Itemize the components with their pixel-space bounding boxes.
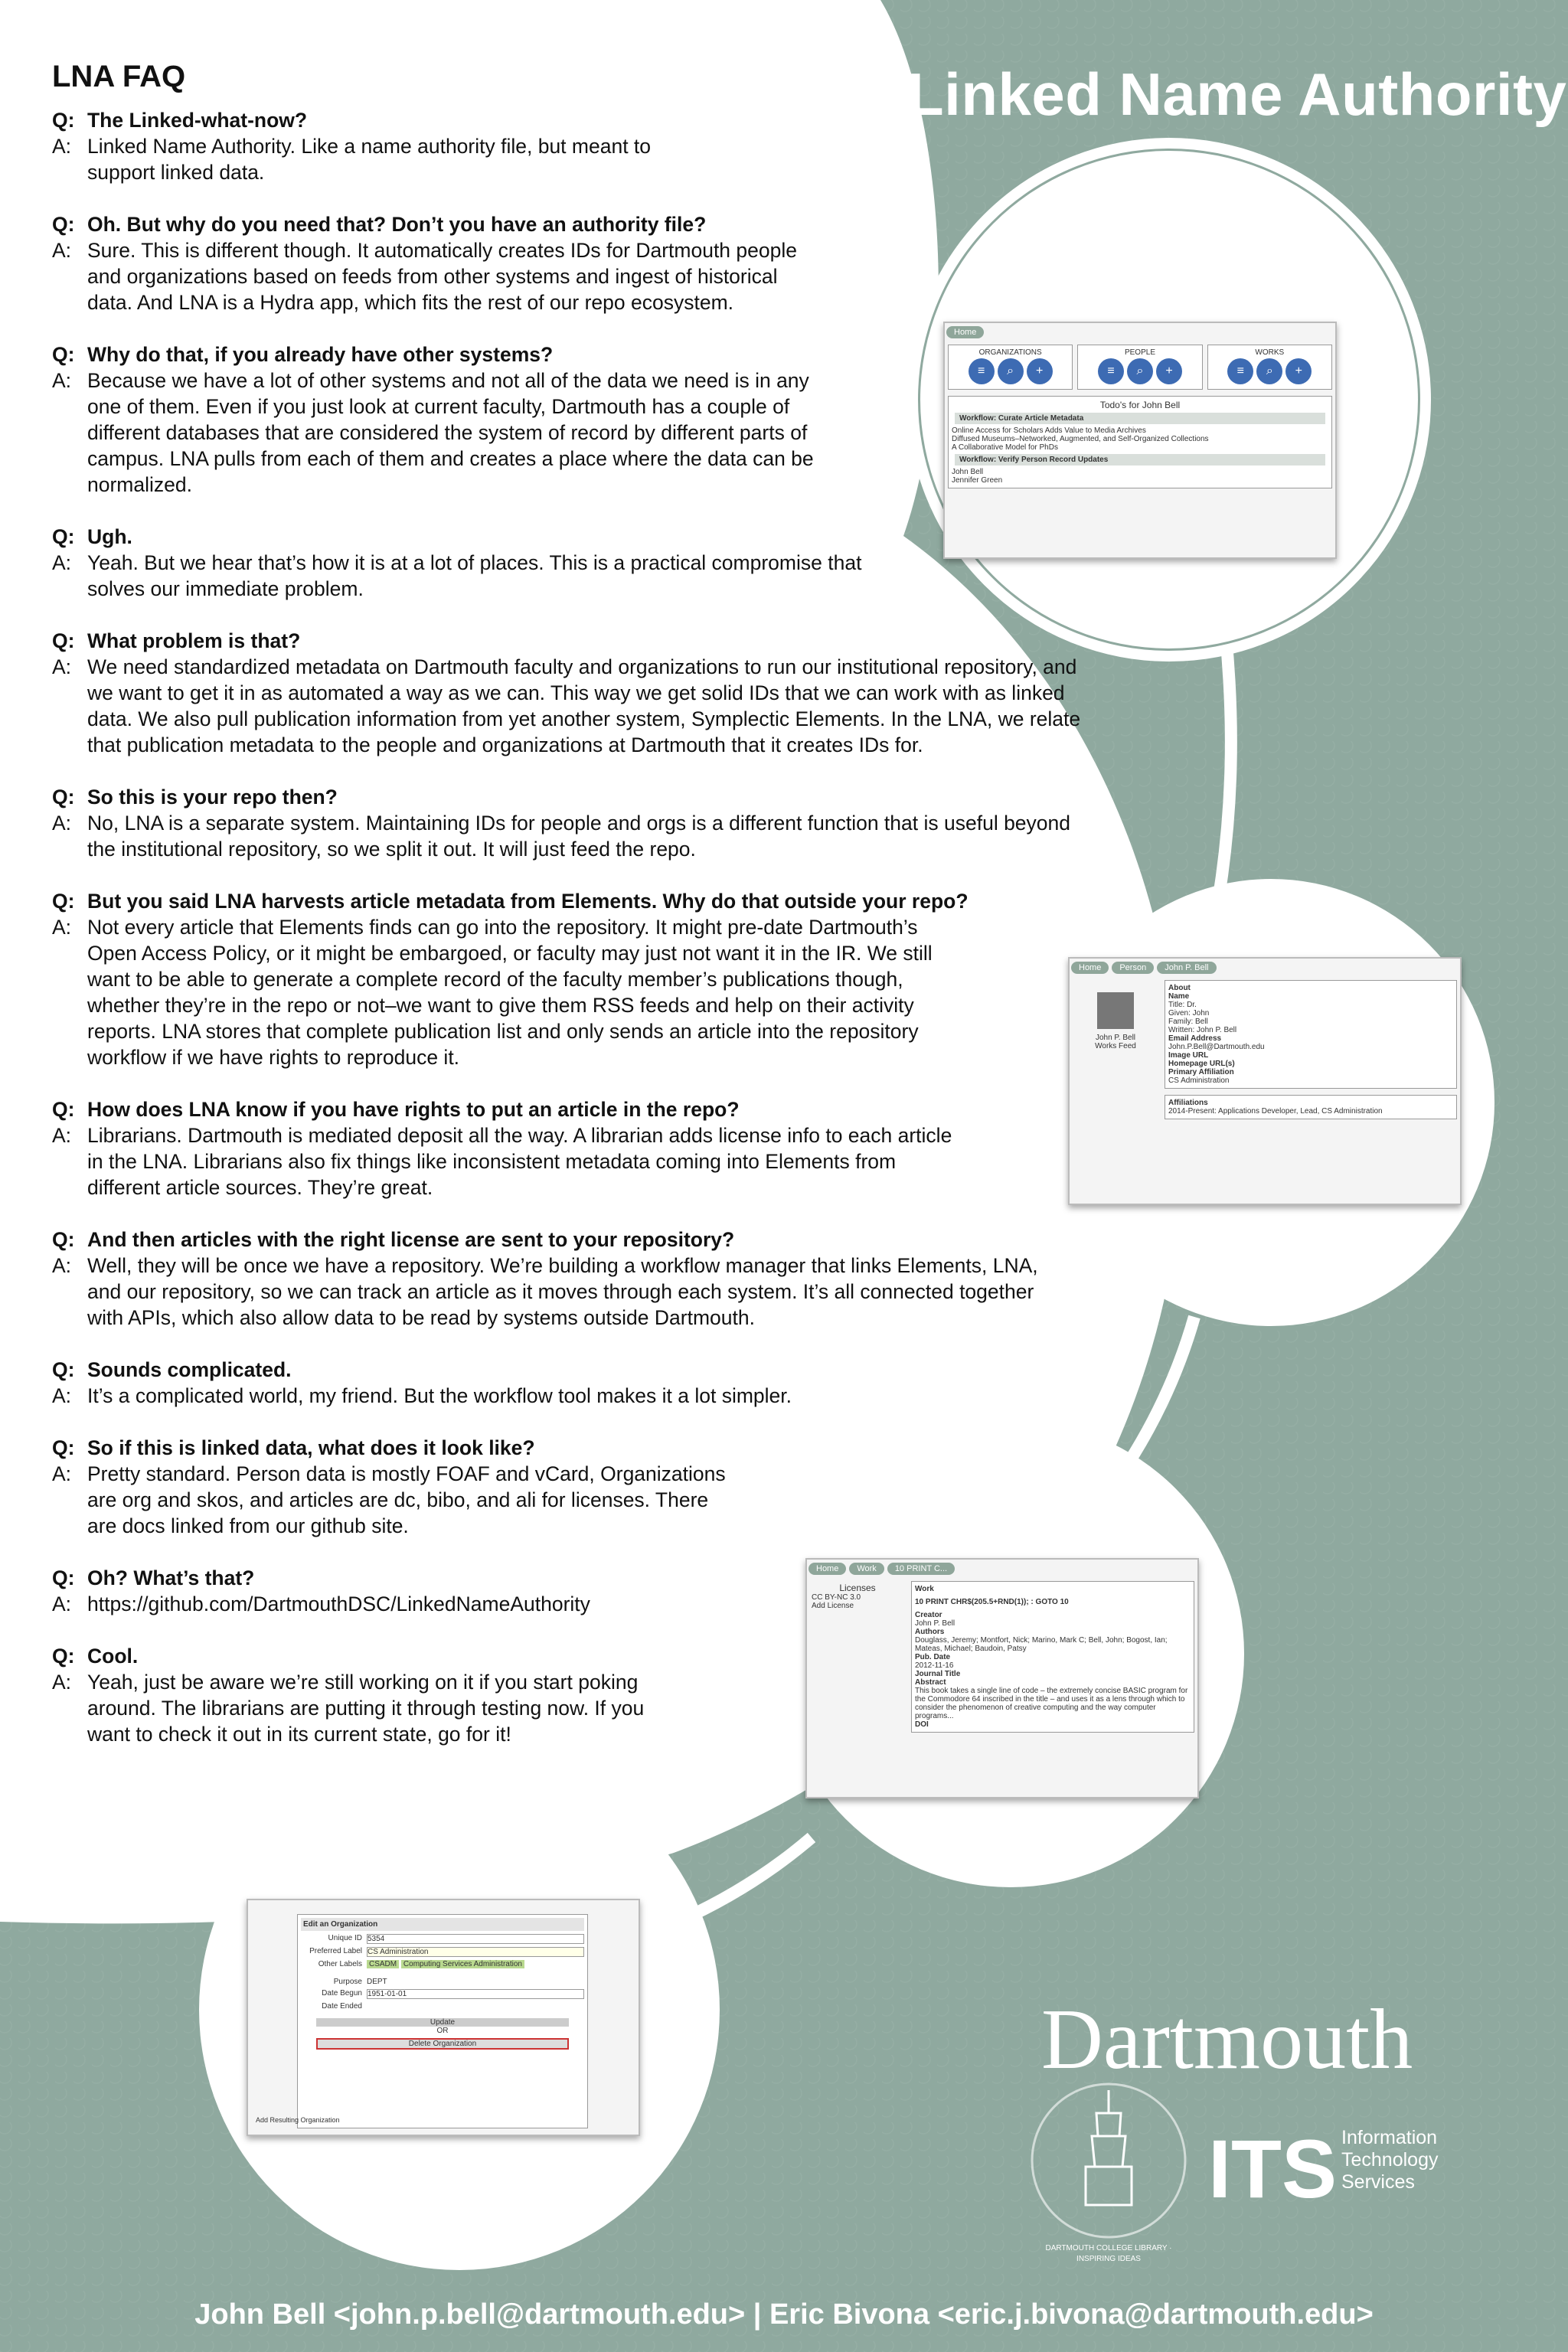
question: And then articles with the right license are sent to your repository? xyxy=(87,1228,735,1251)
workflow-header: Workflow: Verify Person Record Updates xyxy=(955,454,1325,466)
screenshot-home xyxy=(943,322,1337,559)
preferred-label-input[interactable]: CS Administration xyxy=(367,1947,584,1957)
update-button[interactable]: Update xyxy=(316,2018,569,2027)
question: So this is your repo then? xyxy=(87,786,338,808)
field-label: Authors xyxy=(915,1628,945,1636)
field: John.P.Bell@Dartmouth.edu xyxy=(1168,1043,1265,1051)
field: CS Administration xyxy=(1168,1076,1230,1085)
field-label: Date Begun xyxy=(322,1989,362,1998)
answer: Librarians. Dartmouth is mediated deposit all the way. A librarian adds license info to each article in the LNA. Librarians also fix things like inconsistent metadata coming into Elements from different article sources. They’re great. xyxy=(87,1124,952,1199)
field: Name xyxy=(1168,992,1190,1001)
work-panel xyxy=(911,1581,1194,1733)
q-label: Q: xyxy=(52,890,75,913)
question: Sounds complicated. xyxy=(87,1358,292,1381)
answer github-link[interactable]: https://github.com/DartmouthDSC/LinkedNameAuthority xyxy=(87,1592,590,1615)
a-label: A: xyxy=(52,239,72,262)
faq-item xyxy=(52,1227,1093,1331)
todo-title: Todo's for John Bell xyxy=(1099,400,1181,410)
crumb[interactable]: Home xyxy=(808,1563,846,1575)
field: Family: Bell xyxy=(1168,1018,1208,1026)
faq-item xyxy=(52,524,1093,602)
answer: Well, they will be once we have a repository. We’re building a workflow manager that links Elements, LNA, and our repository, so we can track an article as it moves through each system. It’s all connected together with APIs, which also allow data to be read by systems outside Dartmouth. xyxy=(87,1254,1038,1329)
date-ended-input[interactable] xyxy=(367,2002,584,2011)
answer: Because we have a lot of other systems and not all of the data we need is in any one of them. Even if you just look at current faculty, Dartmouth has a couple of different databases that are considered the system of record by different parts of campus. LNA pulls from each of them and creates a place where the data can be normalized. xyxy=(87,369,814,496)
answer: We need standardized metadata on Dartmouth faculty and organizations to run our institutional repository, and we want to get it in as automated a way as we can. This way we get solid IDs that we can work with as linked data. We also pull publication information from yet another system, Symplectic Elements. In the LNA, we relate that publication metadata to the people and organizations at Dartmouth that it creates IDs for. xyxy=(87,655,1081,756)
question: How does LNA know if you have rights to put an article in the repo? xyxy=(87,1098,740,1121)
q-label: Q: xyxy=(52,343,75,366)
q-label: Q: xyxy=(52,629,75,652)
q-label: Q: xyxy=(52,1098,75,1121)
q-label: Q: xyxy=(52,786,75,808)
library-seal-text: DARTMOUTH COLLEGE LIBRARY · INSPIRING IDEAS xyxy=(1045,2244,1172,2263)
license-item: CC BY-NC 3.0 xyxy=(812,1593,861,1602)
question: But you said LNA harvests article metadata from Elements. Why do that outside your repo? xyxy=(87,890,969,913)
affiliations-heading: Affiliations xyxy=(1168,1099,1208,1107)
question: Why do that, if you already have other systems? xyxy=(87,343,554,366)
authors-value: Douglass, Jeremy; Montfort, Nick; Marino, Mark C; Bell, John; Bogost, Ian; Mateas, Michael; Baudoin, Patsy xyxy=(915,1636,1168,1653)
date-begun-input[interactable]: 1951-01-01 xyxy=(367,1989,584,1999)
a-label: A: xyxy=(52,369,72,392)
crumb: 10 PRINT C... xyxy=(887,1563,955,1575)
field-label: Creator xyxy=(915,1611,942,1619)
faq-item xyxy=(52,888,1093,1070)
crumb[interactable]: Work xyxy=(849,1563,884,1575)
affiliations-panel xyxy=(1165,1095,1457,1119)
a-label: A: xyxy=(52,655,72,678)
todo-panel xyxy=(948,396,1332,488)
field: Homepage URL(s) xyxy=(1168,1060,1235,1068)
modal-title: Edit an Organization xyxy=(301,1918,584,1931)
answer: Yeah, just be aware we’re still working on it if you start poking around. The librarians are putting it through testing now. If you want to check it out in its current state, go for it! xyxy=(87,1671,645,1746)
browse-icon[interactable]: ≡ xyxy=(969,358,995,384)
q-label: Q: xyxy=(52,1566,75,1589)
field-label: Pub. Date xyxy=(915,1653,951,1661)
todo-item[interactable]: Diffused Museums–Networked, Augmented, and Self-Organized Collections xyxy=(952,435,1209,443)
q-label: Q: xyxy=(52,1645,75,1668)
its-sub-line: Information xyxy=(1341,2127,1438,2148)
works-panel xyxy=(1207,345,1332,390)
q-label: Q: xyxy=(52,1358,75,1381)
works-feed-link[interactable]: Works Feed xyxy=(1095,1042,1136,1050)
faq-list xyxy=(52,107,1093,1773)
a-label: A: xyxy=(52,812,72,835)
q-label: Q: xyxy=(52,213,75,236)
add-icon[interactable]: + xyxy=(1156,358,1182,384)
workflow-header: Workflow: Curate Article Metadata xyxy=(955,413,1325,424)
screenshot-edit-org xyxy=(247,1899,640,2136)
field: Written: John P. Bell xyxy=(1168,1026,1237,1034)
unique-id-input[interactable]: 5354 xyxy=(367,1934,584,1944)
field: Email Address xyxy=(1168,1034,1222,1043)
purpose-select[interactable]: DEPT xyxy=(367,1978,387,1986)
question: So if this is linked data, what does it look like? xyxy=(87,1436,535,1459)
field: Title: Dr. xyxy=(1168,1001,1197,1009)
creator-value: John P. Bell xyxy=(915,1619,956,1628)
todo-item[interactable]: John Bell xyxy=(952,468,984,476)
a-label: A: xyxy=(52,1124,72,1147)
dartmouth-wordmark: Dartmouth xyxy=(1041,1992,1413,2087)
question: The Linked-what-now? xyxy=(87,109,308,132)
add-resulting-org-link[interactable]: Add Resulting Organization xyxy=(256,2116,340,2124)
crumb[interactable]: Person xyxy=(1112,962,1154,974)
faq-heading: LNA FAQ xyxy=(52,60,186,93)
screenshot-person xyxy=(1068,957,1462,1205)
todo-item[interactable]: Jennifer Green xyxy=(952,476,1003,485)
its-sub-line: Services xyxy=(1341,2171,1415,2193)
field: Primary Affiliation xyxy=(1168,1068,1234,1076)
answer: It’s a complicated world, my friend. But the workflow tool makes it a lot simpler. xyxy=(87,1384,792,1407)
a-label: A: xyxy=(52,916,72,939)
delete-org-button[interactable]: Delete Organization xyxy=(316,2038,569,2050)
field-label: DOI xyxy=(915,1720,929,1729)
search-icon[interactable]: ⌕ xyxy=(1127,358,1153,384)
question: Oh? What’s that? xyxy=(87,1566,255,1589)
crumb-home: Home xyxy=(946,326,984,338)
people-panel xyxy=(1077,345,1202,390)
licenses-heading: Licenses xyxy=(839,1583,876,1593)
answer: Sure. This is different though. It automatically creates IDs for Dartmouth people and organizations based on feeds from other systems and ingest of historical data. And LNA is a Hydra app, which fits the rest of our repo ecosystem. xyxy=(87,239,797,314)
faq-item xyxy=(52,1357,1093,1409)
answer: No, LNA is a separate system. Maintaining IDs for people and orgs is a different function that is useful beyond the institutional repository, so we split it out. It will just feed the repo. xyxy=(87,812,1071,861)
field-label: Other Labels xyxy=(318,1960,362,1968)
edit-org-modal xyxy=(297,1914,588,2128)
field-label: Abstract xyxy=(915,1678,946,1687)
a-label: A: xyxy=(52,1384,72,1407)
orgs-panel xyxy=(948,345,1073,390)
add-icon[interactable]: + xyxy=(1285,358,1312,384)
col-label: WORKS xyxy=(1255,348,1285,357)
faq-item xyxy=(52,341,1093,498)
its-sub-line: Technology xyxy=(1341,2149,1439,2171)
field-label: Unique ID xyxy=(328,1934,362,1942)
faq-item xyxy=(52,107,1093,185)
faq-item xyxy=(52,211,1093,315)
poster-title: Linked Name Authority xyxy=(907,60,1567,128)
q-label: Q: xyxy=(52,1436,75,1459)
person-name: John P. Bell xyxy=(1095,1034,1136,1042)
about-panel xyxy=(1165,980,1457,1089)
screenshot-work xyxy=(805,1558,1199,1798)
a-label: A: xyxy=(52,1592,72,1615)
field-label: Purpose xyxy=(333,1978,362,1986)
field-label: Date Ended xyxy=(322,2002,362,2011)
abstract-value: This book takes a single line of code – the extremely concise BASIC program for the Commodore 64 inscribed in the title – and uses it as a lens through which to consider the phenomenon of creative computing and the way computer programs... xyxy=(915,1687,1188,1720)
a-label: A: xyxy=(52,1462,72,1485)
field: Image URL xyxy=(1168,1051,1209,1060)
its-logo: ITS xyxy=(1208,2122,1338,2215)
q-label: Q: xyxy=(52,1228,75,1251)
todo-item[interactable]: A Collaborative Model for PhDs xyxy=(952,443,1058,452)
add-license-link[interactable]: Add License xyxy=(812,1602,854,1610)
faq-item xyxy=(52,1435,1093,1539)
question: Ugh. xyxy=(87,525,132,548)
affiliation-item: 2014-Present: Applications Developer, Lead, CS Administration xyxy=(1168,1107,1383,1116)
a-label: A: xyxy=(52,1671,72,1694)
browse-icon[interactable]: ≡ xyxy=(1227,358,1253,384)
question: What problem is that? xyxy=(87,629,301,652)
search-icon[interactable]: ⌕ xyxy=(1256,358,1282,384)
search-icon[interactable]: ⌕ xyxy=(998,358,1024,384)
todo-item[interactable]: Online Access for Scholars Adds Value to Media Archives xyxy=(952,426,1146,435)
answer: Pretty standard. Person data is mostly FOAF and vCard, Organizations are org and skos, and articles are dc, bibo, and ali for licenses. There are docs linked from our github site. xyxy=(87,1462,726,1537)
label-tag[interactable]: CSADM xyxy=(367,1960,399,1968)
browse-icon[interactable]: ≡ xyxy=(1098,358,1124,384)
its-subtitle xyxy=(1341,2127,1438,2194)
work-heading: Work xyxy=(915,1585,934,1593)
field-label: Journal Title xyxy=(915,1670,961,1678)
label-tag[interactable]: Computing Services Administration xyxy=(401,1960,524,1968)
q-label: Q: xyxy=(52,525,75,548)
faq-item xyxy=(52,784,1093,862)
answer: Yeah. But we hear that’s how it is at a lot of places. This is a practical compromise that solves our immediate problem. xyxy=(87,551,862,600)
faq-item xyxy=(52,1096,1093,1200)
pub-date-value: 2012-11-16 xyxy=(915,1661,954,1670)
faq-item xyxy=(52,628,1093,758)
question: Oh. But why do you need that? Don’t you have an authority file? xyxy=(87,213,707,236)
field-label: Preferred Label xyxy=(309,1947,362,1955)
col-label: ORGANIZATIONS xyxy=(978,348,1042,357)
avatar xyxy=(1097,992,1134,1029)
answer: Linked Name Authority. Like a name authority file, but meant to support linked data. xyxy=(87,135,652,184)
or-label: OR xyxy=(436,2027,449,2035)
answer: Not every article that Elements finds can go into the repository. It might pre-date Dartmouth’s Open Access Policy, or it might be embargoed, or faculty may just not want it in the IR. We still want to be able to generate a complete record of the faculty member’s publications though, whether they’re in the repo or not–we want to give them RSS feeds and help on their activity reports. LNA stores that complete publication list and only sends an article into the repository workflow if we have rights to reproduce it. xyxy=(87,916,933,1069)
work-title: 10 PRINT CHR$(205.5+RND(1)); : GOTO 10 xyxy=(915,1598,1069,1606)
contact-footer: John Bell <john.p.bell@dartmouth.edu> | Eric Bivona <eric.j.bivona@dartmouth.edu> xyxy=(194,2298,1374,2331)
crumb: John P. Bell xyxy=(1157,962,1216,974)
about-heading: About xyxy=(1168,984,1191,992)
question: Cool. xyxy=(87,1645,139,1668)
field: Given: John xyxy=(1168,1009,1210,1018)
add-icon[interactable]: + xyxy=(1027,358,1053,384)
col-label: PEOPLE xyxy=(1124,348,1155,357)
a-label: A: xyxy=(52,1254,72,1277)
crumb[interactable]: Home xyxy=(1071,962,1109,974)
q-label: Q: xyxy=(52,109,75,132)
a-label: A: xyxy=(52,551,72,574)
a-label: A: xyxy=(52,135,72,158)
